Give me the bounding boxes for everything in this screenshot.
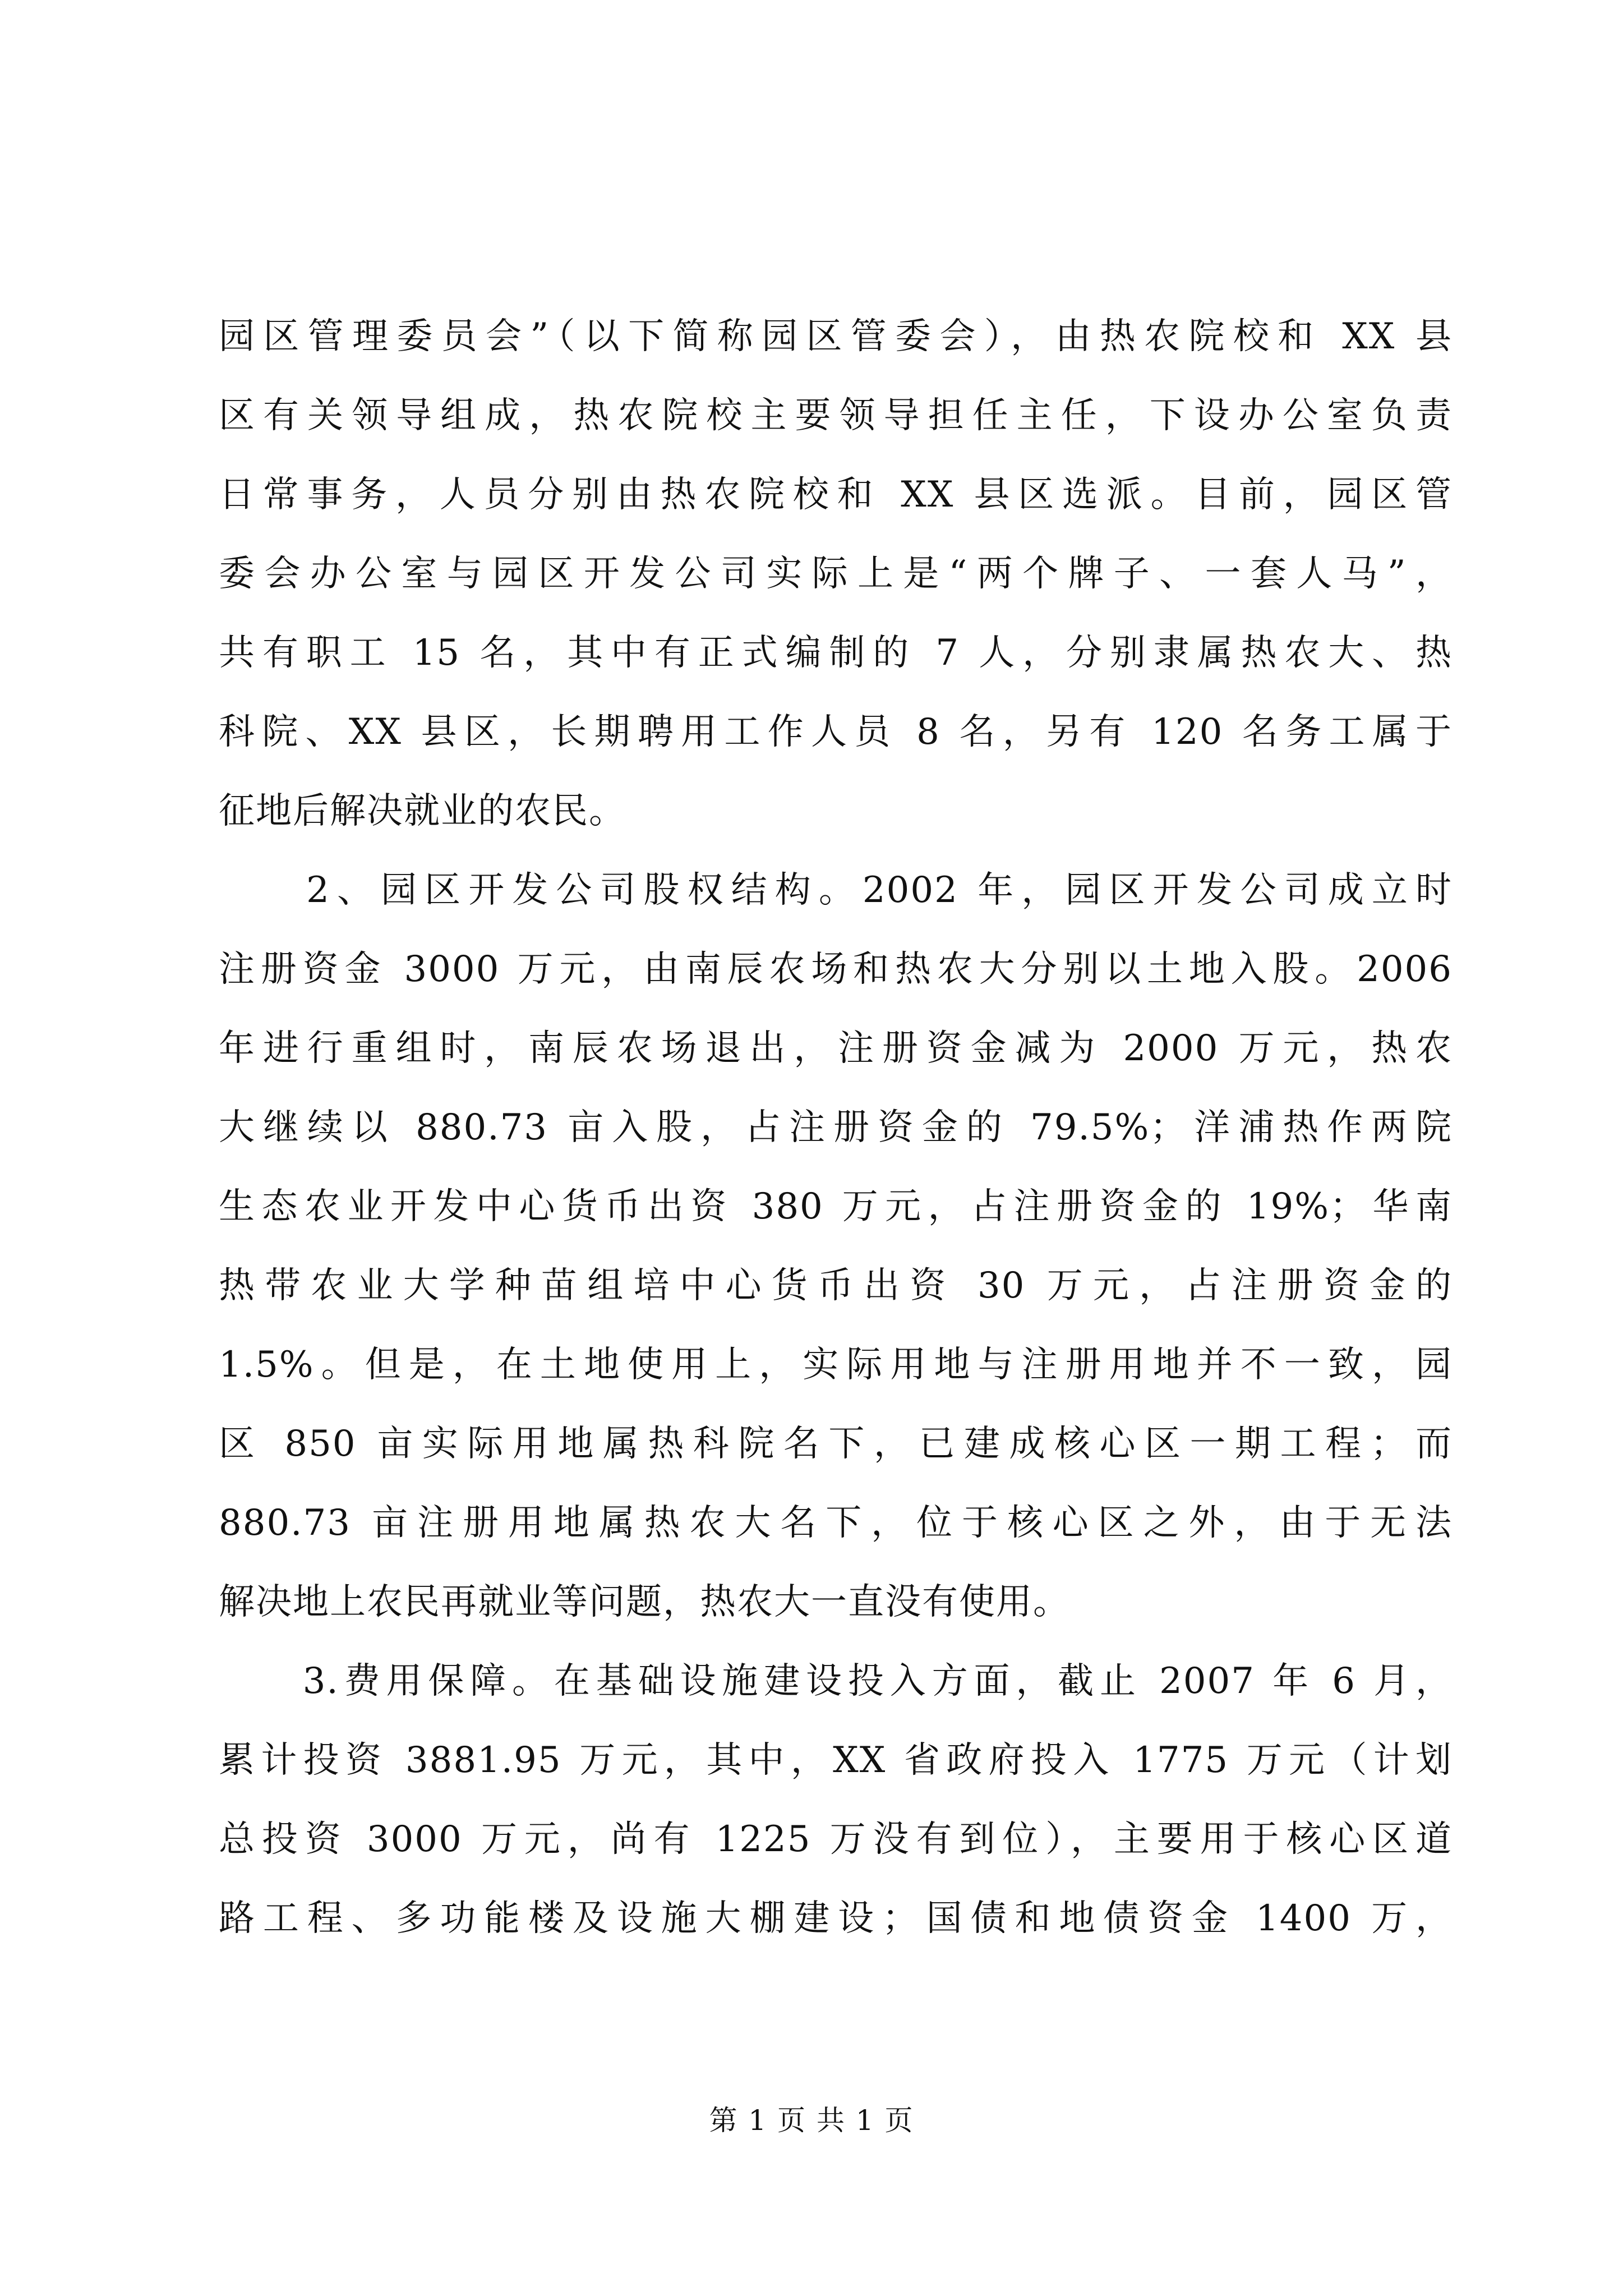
text-line: 科院、XX 县区，长期聘用工作人员 8 名，另有 120 名务工属于 (219, 711, 1453, 753)
text-line: 大继续以 880.73 亩入股，占注册资金的 79.5%；洋浦热作两院 (219, 1107, 1453, 1148)
text-line: 解决地上农民再就业等问题，热农大一直没有使用。 (219, 1581, 1070, 1623)
text-line: 路工程、多功能楼及设施大棚建设；国债和地债资金 1400 万， (219, 1898, 1453, 1939)
text-line: 880.73 亩注册用地属热农大名下，位于核心区之外，由于无法 (219, 1502, 1453, 1544)
text-line: 累计投资 3881.95 万元，其中，XX 省政府投入 1775 万元（计划 (219, 1740, 1453, 1781)
text-line: 1.5%。但是，在土地使用上，实际用地与注册用地并不一致，园 (219, 1344, 1453, 1386)
paragraph-2 (219, 851, 1453, 1642)
text-line: 征地后解决就业的农民。 (219, 790, 626, 832)
document-body (219, 297, 1453, 1958)
paragraph-1 (219, 297, 1453, 851)
paragraph-3 (219, 1642, 1453, 1958)
text-line: 日常事务，人员分别由热农院校和 XX 县区选派。目前，园区管 (219, 474, 1453, 516)
text-line: 区 850 亩实际用地属热科院名下，已建成核心区一期工程；而 (219, 1423, 1453, 1465)
text-line: 年进行重组时，南辰农场退出，注册资金减为 2000 万元，热农 (219, 1028, 1453, 1069)
text-line: 注册资金 3000 万元，由南辰农场和热农大分别以土地入股。2006 (219, 949, 1453, 990)
text-line: 园区管理委员会”（以下简称园区管委会），由热农院校和 XX 县 (219, 316, 1453, 357)
text-line: 生态农业开发中心货币出资 380 万元，占注册资金的 19%；华南 (219, 1186, 1453, 1227)
text-line: 共有职工 15 名，其中有正式编制的 7 人，分别隶属热农大、热 (219, 632, 1453, 674)
text-line: 3.费用保障。在基础设施建设投入方面，截止 2007 年 6 月， (219, 1660, 1453, 1702)
text-line: 热带农业大学种苗组培中心货币出资 30 万元，占注册资金的 (219, 1265, 1453, 1306)
text-line: 区有关领导组成，热农院校主要领导担任主任，下设办公室负责 (219, 395, 1453, 436)
text-line: 委会办公室与园区开发公司实际上是“两个牌子、一套人马”， (219, 553, 1453, 595)
page-footer (0, 2098, 1623, 2138)
page-number-label: 第 1 页 共 1 页 (709, 2104, 914, 2137)
text-line: 2、园区开发公司股权结构。2002 年，园区开发公司成立时 (219, 869, 1453, 911)
text-line: 总投资 3000 万元，尚有 1225 万没有到位），主要用于核心区道 (219, 1819, 1453, 1860)
